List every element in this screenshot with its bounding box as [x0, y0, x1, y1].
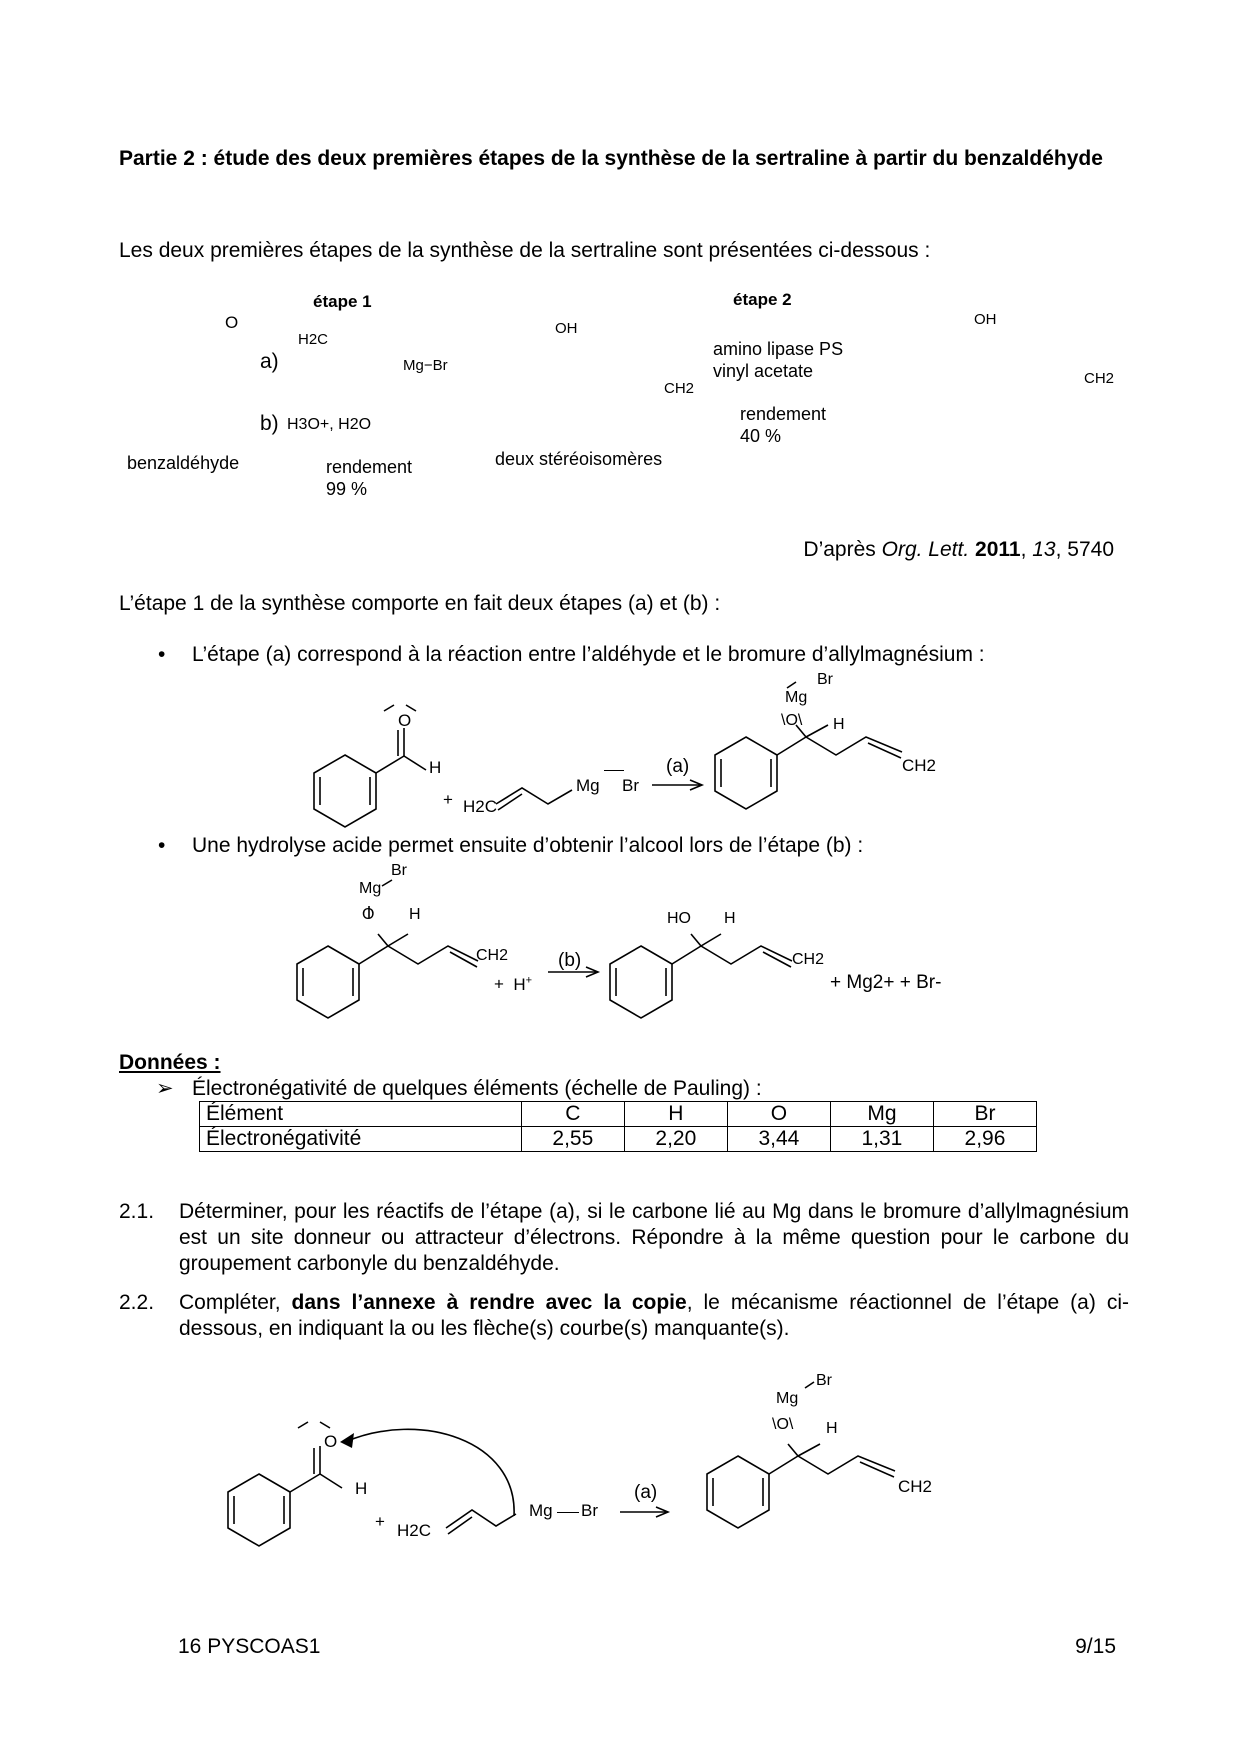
donnees-subtitle: Électronégativité de quelques éléments (échelle de Pauling) : — [192, 1077, 762, 1100]
mech-b-arrow-label: (b) — [558, 950, 582, 971]
mech-a-prod-o: \O\ — [781, 712, 803, 729]
mid-oh: OH — [555, 320, 578, 337]
section-heading: Partie 2 : étude des deux premières étapes de la synthèse de la sertraline à partir du benzaldéhyde — [119, 147, 1103, 170]
mech-b-hplus: + H+ — [494, 974, 533, 994]
electronegativity-table — [199, 1101, 1037, 1152]
mech-a-mg: Mg — [576, 776, 600, 795]
mech-a-h: H — [429, 758, 442, 777]
table-cell: 2,96 — [933, 1127, 1036, 1152]
mech-a-prod-br: Br — [817, 671, 833, 688]
mech-b-prod-h: H — [724, 910, 736, 927]
step2-reagent-1: amino lipase PS — [713, 339, 844, 359]
intro-text: Les deux premières étapes de la synthèse de la sertraline sont présentées ci-dessous : — [119, 239, 931, 262]
comp-mg: Mg — [529, 1501, 553, 1520]
mid-label: deux stéréoisomères — [495, 449, 663, 469]
table-cell: Br — [933, 1102, 1036, 1127]
step2-label: étape 2 — [733, 290, 792, 309]
table-cell: O — [727, 1102, 830, 1127]
mech-a-prod-mg: Mg — [785, 689, 808, 706]
mech-b-o: O — [362, 906, 375, 923]
reagent-mgbr: Mg−Br — [403, 357, 448, 374]
question-2-2 — [119, 1290, 1129, 1342]
step2-yield-value: 40 % — [740, 426, 782, 446]
footer-code: 16 PYSCOAS1 — [178, 1635, 321, 1658]
question-number: 2.1. — [119, 1200, 155, 1223]
comp-h: H — [355, 1479, 368, 1498]
mid-ch2: CH2 — [664, 380, 695, 397]
mechanism-b — [0, 860, 1240, 1030]
table-cell: Élément — [200, 1102, 522, 1127]
mg-br-bond — [604, 770, 624, 771]
table-cell: Électronégativité — [200, 1127, 522, 1152]
step-a-label: a) — [260, 350, 279, 373]
bullet-1-text: L’étape (a) correspond à la réaction entre l’aldéhyde et le bromure d’allylmagnésium : — [192, 643, 985, 666]
table-cell: 3,44 — [727, 1127, 830, 1152]
step2-yield-label: rendement — [740, 404, 827, 424]
page-number: 9/15 — [1075, 1635, 1116, 1658]
bullet-1: • — [158, 643, 166, 666]
question-text: Compléter, dans l’annexe à rendre avec la copie, le mécanisme réactionnel de l’étape (a) ci-dessous, en indiquant la ou les flèche(s) courbe(s) manquante(s). — [179, 1291, 1129, 1340]
step1-label: étape 1 — [313, 292, 372, 311]
reference: D’après Org. Lett. 2011, 13, 5740 — [803, 538, 1114, 561]
mech-a-o: O — [398, 711, 412, 730]
mech-b-br: Br — [391, 862, 407, 879]
step-b-reagents: H3O+, H2O — [287, 416, 372, 433]
mechanism-completion — [0, 1370, 1240, 1550]
comp-br: Br — [581, 1501, 598, 1520]
step2-reagent-2: vinyl acetate — [713, 361, 814, 381]
mech-b-h: H — [409, 906, 421, 923]
comp-mg-br-bond — [557, 1512, 579, 1513]
comp-prod-br: Br — [816, 1372, 832, 1389]
carbonyl-o: O — [225, 313, 239, 332]
step-b-label: b) — [260, 412, 279, 435]
mech-a-h2c: H2C — [463, 797, 498, 816]
product-ch2: CH2 — [1084, 370, 1115, 387]
question-2-1 — [119, 1199, 1129, 1277]
step1-yield-value: 99 % — [326, 479, 368, 499]
question-text: Déterminer, pour les réactifs de l’étape (a), si le carbone lié au Mg dans le bromure d’allylmagnésium est un site donneur ou attracteur d’électrons. Répondre à la même question pour le carbone du groupement carbonyle du benzaldéhyde. — [179, 1200, 1129, 1275]
mech-b-ho: HO — [667, 910, 691, 927]
table-cell: Mg — [830, 1102, 933, 1127]
mech-a-prod-h: H — [833, 716, 845, 733]
question-number: 2.2. — [119, 1291, 155, 1314]
bullet-2-text: Une hydrolyse acide permet ensuite d’obtenir l’alcool lors de l’étape (b) : — [192, 834, 864, 857]
mech-a-plus: + — [443, 790, 453, 809]
mech-b-mg: Mg — [359, 880, 382, 897]
benzaldehyde-label: benzaldéhyde — [127, 453, 240, 473]
comp-arrow-label: (a) — [634, 1482, 658, 1503]
donnees-title: Données : — [119, 1051, 221, 1074]
table-row — [200, 1127, 1037, 1152]
synthesis-scheme — [0, 280, 1240, 520]
comp-prod-o: \O\ — [772, 1416, 794, 1433]
step1-intro: L’étape 1 de la synthèse comporte en fait deux étapes (a) et (b) : — [119, 592, 721, 615]
comp-prod-h: H — [826, 1420, 838, 1437]
table-cell: 2,20 — [624, 1127, 727, 1152]
bullet-2: • — [158, 834, 166, 857]
table-cell: C — [521, 1102, 624, 1127]
comp-prod-mg: Mg — [776, 1390, 799, 1407]
comp-h2c: H2C — [397, 1521, 432, 1540]
table-cell: 2,55 — [521, 1127, 624, 1152]
step1-yield-label: rendement — [326, 457, 413, 477]
table-cell: H — [624, 1102, 727, 1127]
reagent-h2c: H2C — [298, 331, 329, 348]
table-row — [200, 1102, 1037, 1127]
mech-b-prod-ch2: CH2 — [792, 951, 825, 968]
comp-plus: + — [375, 1512, 385, 1531]
comp-prod-ch2: CH2 — [898, 1477, 933, 1496]
arrow-bullet-icon: ➢ — [156, 1077, 174, 1100]
mech-a-br: Br — [622, 776, 639, 795]
mechanism-a — [0, 670, 1240, 840]
mech-b-ch2: CH2 — [476, 947, 509, 964]
mech-a-prod-ch2: CH2 — [902, 756, 937, 775]
table-cell: 1,31 — [830, 1127, 933, 1152]
comp-o: O — [324, 1432, 338, 1451]
product-oh: OH — [974, 311, 997, 328]
mech-a-arrow-label: (a) — [666, 756, 690, 777]
mech-b-ions: + Mg2+ + Br- — [830, 972, 942, 993]
